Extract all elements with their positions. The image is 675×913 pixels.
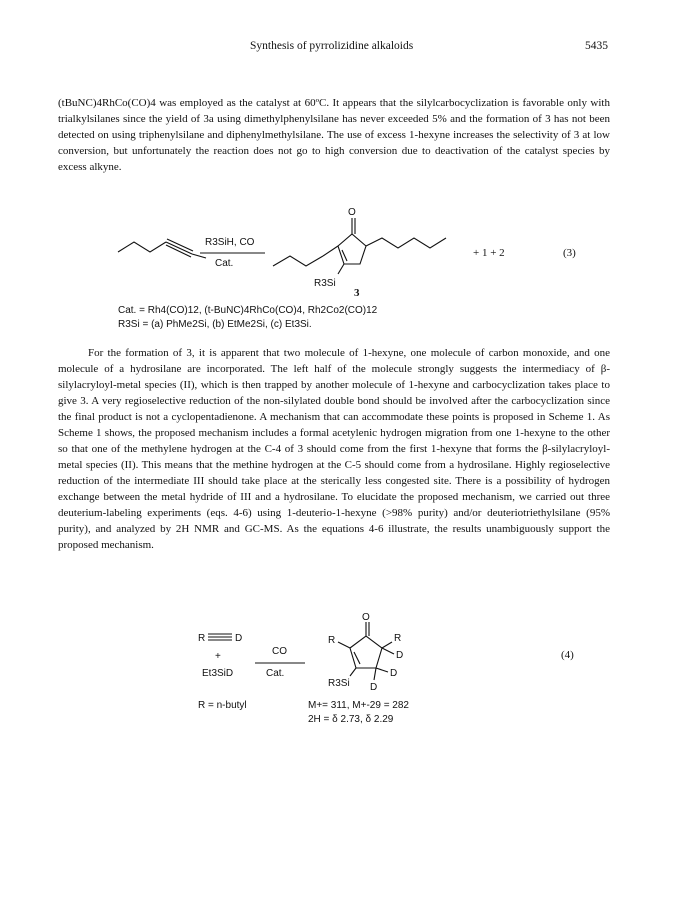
eq4-ms-data: M+= 311, M+-29 = 282 [308, 700, 409, 711]
eq4-reagent: CO [272, 646, 287, 657]
paragraph-mechanism: For the formation of 3, it is apparent that two molecule of 1-hexyne, one molecule of carbon monoxide, and one molecule of a hydrosilane are incorporated. The left half of the molecule strongly suggests the intermediacy of β-silylacryloyl-metal species (II), which is then trapped by another molecule of 1-hexyne and carbocyclization takes place to give 3. A very regioselective reduction of the non-silylated double bond should be involved after the carbocyclization since the final product is not a cyclopentadienone. A mechanism that can accommodate these points is proposed in Scheme 1. As Scheme 1 shows, the proposed mechanism includes a formal acetylenic hydrogen migration from one 1-hexyne to the other so that one of the methylene hydrogen at the C-4 of 3 should come from the first 1-hexyne that forms the β-silylacryloyl-metal species (II). This means that the methine hydrogen at the C-5 should come from a hydrosilane. Highly regioselective reduction of the intermediate III should take place at the sterically less congested site. There is a possibility of hydrogen exchange between the metal hydride of III and a hydrosilane. To elucidate the proposed mechanism, we carried out three deuterium-labeling experiments (eqs. 4-6) using 1-deuterio-1-hexyne (>98% purity) and/or deuteriotriethylsilane (95% purity), and analyzed by 2H NMR and GC-MS. As the equations 4-6 illustrate, the results unambiguously support the proposed mechanism. [58, 347, 610, 551]
eq4-alkyne-d: D [235, 633, 243, 644]
eq4-d-label-1: D [396, 650, 404, 661]
eq3-silyl-group: R3Si [314, 278, 336, 289]
equation-4-scheme [0, 610, 675, 745]
eq3-catalyst-definition: Cat. = Rh4(CO)12, (t-BuNC)4RhCo(CO)4, Rh2Co2(CO)12 [118, 305, 378, 316]
eq4-d-label-3: D [370, 682, 378, 693]
eq3-products: + 1 + 2 [473, 247, 505, 259]
eq4-plus: + [215, 651, 221, 662]
eq4-number: (4) [561, 649, 574, 661]
eq4-r-definition: R = n-butyl [198, 700, 247, 711]
equation-3-scheme [0, 200, 675, 340]
eq3-compound-number: 3 [354, 287, 360, 299]
eq3-catalyst: Cat. [215, 258, 234, 269]
eq4-catalyst: Cat. [266, 668, 285, 679]
eq3-oxygen: O [348, 207, 356, 218]
eq4-nmr-data: 2H = δ 2.73, δ 2.29 [308, 714, 394, 725]
eq4-silyl-group: R3Si [328, 678, 350, 689]
page-number: 5435 [585, 40, 608, 52]
paragraph-intro: (tBuNC)4RhCo(CO)4 was employed as the catalyst at 60ºC. It appears that the silylcarbocyclization is favorable only with trialkylsilanes since the yield of 3a using dimethylphenylsilane has never exceeded 5% and the formation of 3 has not been detected on using triphenylsilane and diphenylmethylsilane. The use of excess 1-hexyne increases the selectivity of 3 at low conversion, but unfortunately the reaction does not go to high conversion due to deactivation of the catalyst species by excess alkyne. [58, 97, 610, 173]
hexyne-chain [118, 242, 166, 252]
eq4-d-label-2: D [390, 668, 398, 679]
eq4-product-r-right: R [394, 633, 402, 644]
eq4-oxygen: O [362, 612, 370, 623]
eq4-product-r-left: R [328, 635, 336, 646]
eq3-reagents: R3SiH, CO [205, 237, 255, 248]
eq4-alkyne-r: R [198, 633, 206, 644]
running-header [0, 40, 675, 58]
eq3-silane-definition: R3Si = (a) PhMe2Si, (b) EtMe2Si, (c) Et3Si. [118, 319, 312, 330]
eq3-number: (3) [563, 247, 576, 259]
eq4-silane: Et3SiD [202, 668, 234, 679]
running-title: Synthesis of pyrrolizidine alkaloids [250, 40, 414, 52]
